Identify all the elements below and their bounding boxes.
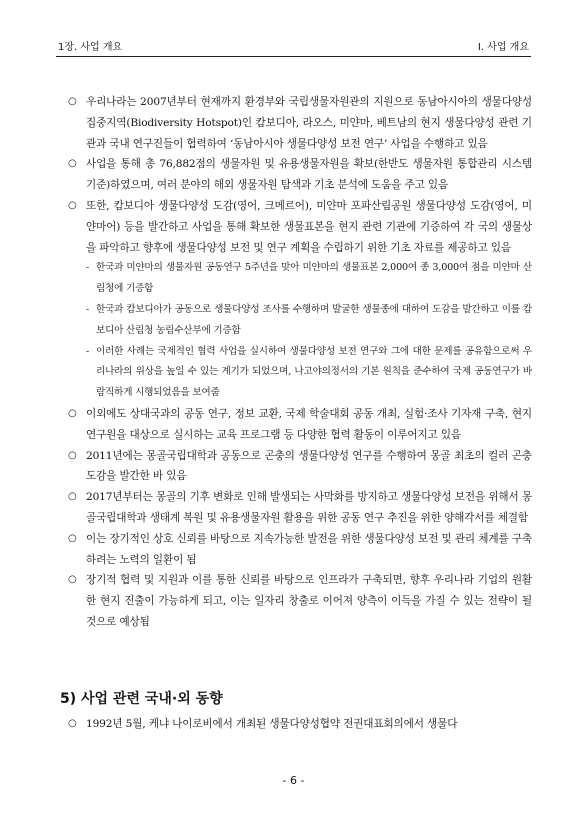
circle-bullet-icon: ○ [68, 532, 77, 544]
dash-bullet-icon: - [86, 345, 90, 357]
bullet-paragraph [58, 92, 532, 154]
dash-text: 이러한 사례는 국제적인 협력 사업을 실시하여 생물다양성 보전 연구와 그에 대한 문제를 공유함으로써 우리나라의 위상을 높일 수 있는 계기가 되었으며, 나고야의정서의 기본 원칙을 준수하여 국제 공동연구가 바람직하게 시행되었음을 보여줌 [96, 345, 532, 399]
circle-bullet-icon: ○ [68, 718, 77, 729]
bullet-paragraph [58, 529, 532, 571]
circle-bullet-icon: ○ [68, 491, 77, 503]
bullet-text: 이는 장기적인 상호 신뢰를 바탕으로 지속가능한 발전을 위한 생물다양성 보전 및 관리 체계를 구축하려는 노력의 일환이 됨 [86, 532, 532, 566]
bullet-paragraph [58, 714, 532, 735]
dash-text: 한국과 캄보디아가 공동으로 생물다양성 조사를 수행하며 발굴한 생물종에 대하여 도감을 발간하고 이를 캄보디아 산림청 농림수산부에 기증함 [96, 303, 532, 336]
dash-text: 한국과 미얀마의 생물자원 공동연구 5주년을 맞아 미얀마의 생물표본 2,000여 종 3,000여 점을 미얀마 산림청에 기증함 [96, 262, 532, 295]
bullet-paragraph [58, 196, 532, 258]
bullet-paragraph [58, 446, 532, 488]
header-chapter-left: 1장. 사업 개요 [58, 42, 123, 53]
section-bullet-paragraph [58, 714, 532, 735]
dash-item [58, 342, 532, 404]
bullet-text: 사업을 통해 총 76,882점의 생물자원 및 유용생물자원을 확보(한반도 생물자원 통합관리 시스템 기준)하였으며, 여러 분야의 해외 생물자원 탐색과 기초 분석에 도움을 주고 있음 [86, 158, 532, 192]
section-heading: 5) 사업 관련 국내·외 동향 [60, 691, 223, 707]
circle-bullet-icon: ○ [68, 96, 77, 107]
dash-bullet-icon: - [86, 262, 90, 274]
bullet-text: 1992년 5월, 케냐 나이로비에서 개최된 생물다양성협약 전권대표회의에서 생물다 [86, 718, 458, 730]
bullet-text: 장기적 협력 및 지원과 이를 통한 신뢰를 바탕으로 인프라가 구축되면, 향후 우리나라 기업의 원활한 현지 진출이 가능하게 되고, 이는 일자리 창출로 이어져 양측이 이득을 가질 수 있는 전략이 될 것으로 예상됨 [86, 574, 532, 628]
page-header [56, 34, 531, 54]
bullet-text: 이외에도 상대국과의 공동 연구, 정보 교환, 국제 학술대회 공동 개최, 실험·조사 기자재 구축, 현지연구원을 대상으로 실시하는 교육 프로그램 등 다양한 협력 활동이 이루어지고 있음 [86, 407, 532, 441]
circle-bullet-icon: ○ [68, 449, 77, 461]
dash-bullet-icon: - [86, 303, 90, 315]
header-chapter-right: Ⅰ. 사업 개요 [477, 42, 529, 53]
header-rule [56, 56, 531, 57]
circle-bullet-icon: ○ [68, 199, 77, 211]
bullet-text: 또한, 캄보디아 생물다양성 도감(영어, 크메르어), 미얀마 포파산림공원 생물다양성 도감(영어, 미얀마어) 등을 발간하고 사업을 통해 확보한 생물표본을 현지 관련 기관에 기증하여 각 국의 생물상을 파악하고 향후에 생물다양성 보전 및 연구 계획을 수립하기 위한 기초 자료를 제공하고 있음 [86, 199, 532, 254]
bullet-paragraph [58, 570, 532, 632]
circle-bullet-icon: ○ [68, 158, 77, 170]
dash-item [58, 258, 532, 300]
circle-bullet-icon: ○ [68, 407, 77, 419]
dash-item [58, 300, 532, 342]
bullet-text: 2011년에는 몽골국립대학과 공동으로 곤충의 생물다양성 연구를 수행하여 몽골 최초의 컬러 곤충도감을 발간한 바 있음 [86, 449, 532, 483]
bullet-text: 우리나라는 2007년부터 현재까지 환경부와 국립생물자원관의 지원으로 동남아시아의 생물다양성 집중지역(Biodiversity Hotspot)인 캄보디아, 라오스, 미얀마, 베트남의 현지 생물다양성 관련 기관과 국내 연구진들이 협력하여 ‘동남아시아 생물다양성 보전 연구’ 사업을 수행하고 있음 [86, 96, 532, 150]
bullet-paragraph [58, 404, 532, 446]
bullet-text: 2017년부터는 몽골의 기후 변화로 인해 발생되는 사막화를 방지하고 생물다양성 보전을 위해서 몽골국립대학과 생태계 복원 및 유용생물자원 활용을 위한 공동 연구 추진을 위한 양해각서를 체결함 [86, 491, 532, 524]
page-number: - 6 - [282, 774, 305, 787]
circle-bullet-icon: ○ [68, 574, 77, 586]
bullet-paragraph [58, 154, 532, 196]
bullet-paragraph [58, 487, 532, 529]
main-content [58, 92, 532, 633]
